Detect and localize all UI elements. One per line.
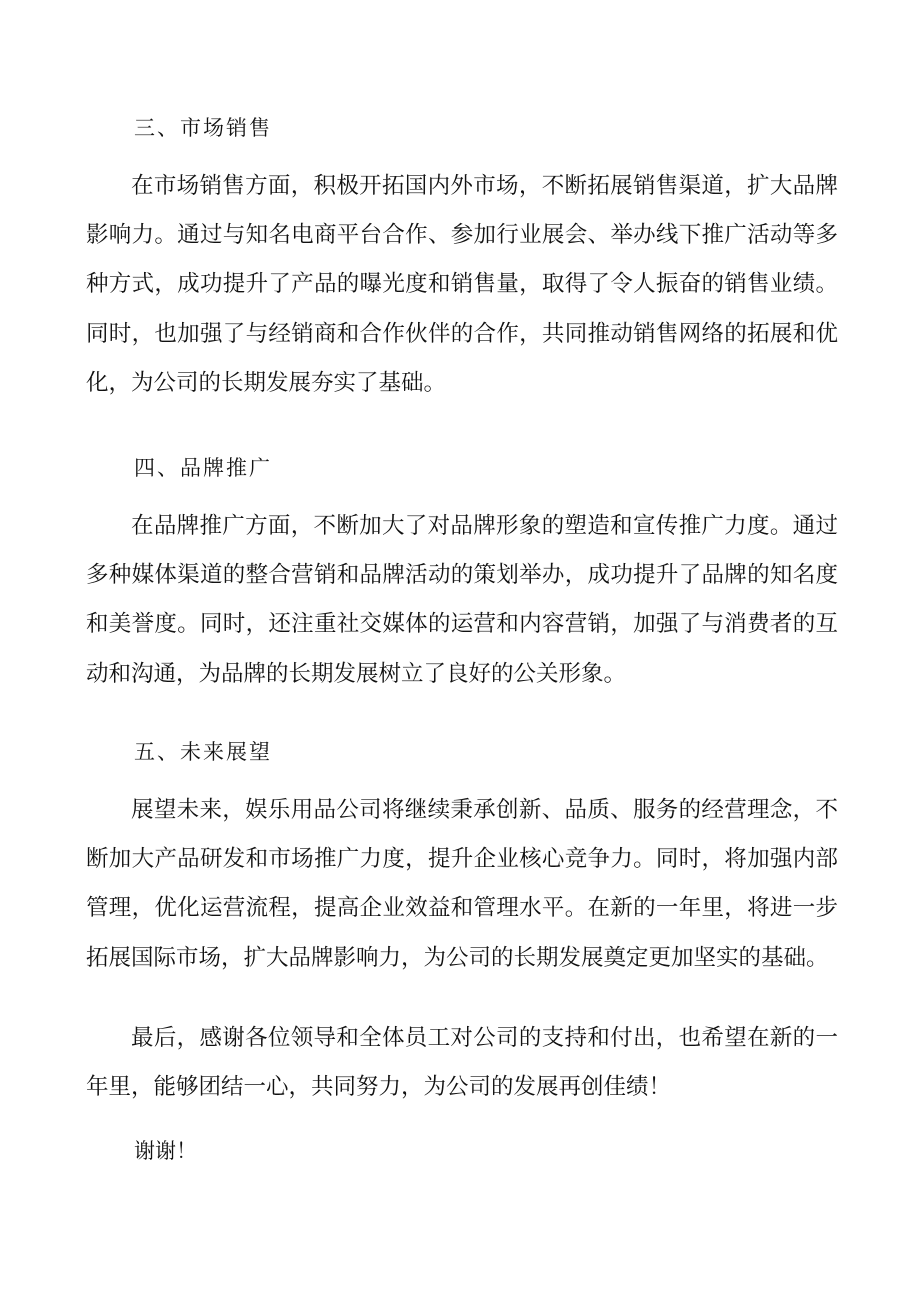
section-paragraph-market-sales: 在市场销售方面，积极开拓国内外市场，不断拓展销售渠道，扩大品牌影响力。通过与知名电商平台合作、参加行业展会、举办线下推广活动等多种方式，成功提升了产品的曝光度和销售量，取得了令人振奋的销售业绩。同时，也加强了与经销商和合作伙伴的合作，共同推动销售网络的拓展和优化，为公司的长期发展夯实了基础。 <box>86 173 838 396</box>
section-paragraph-future-outlook: 展望未来，娱乐用品公司将继续秉承创新、品质、服务的经营理念，不断加大产品研发和市场推广力度，提升企业核心竞争力。同时，将加强内部管理，优化运营流程，提高企业效益和管理水平。在新的一年里，将进一步拓展国际市场，扩大品牌影响力，为公司的长期发展奠定更加坚实的基础。 <box>86 797 838 971</box>
thanks-line: 谢谢！ <box>134 1139 197 1163</box>
section-heading-future-outlook: 五、未来展望 <box>134 740 272 764</box>
section-paragraph-brand-promotion: 在品牌推广方面，不断加大了对品牌形象的塑造和宣传推广力度。通过多种媒体渠道的整合营销和品牌活动的策划举办，成功提升了品牌的知名度和美誉度。同时，还注重社交媒体的运营和内容营销，加强了与消费者的互动和沟通，为品牌的长期发展树立了良好的公关形象。 <box>86 513 838 687</box>
closing-paragraph: 最后，感谢各位领导和全体员工对公司的支持和付出，也希望在新的一年里，能够团结一心，共同努力，为公司的发展再创佳绩！ <box>86 1025 838 1101</box>
section-heading-market-sales: 三、市场销售 <box>134 116 272 140</box>
section-heading-brand-promotion: 四、品牌推广 <box>134 456 272 480</box>
